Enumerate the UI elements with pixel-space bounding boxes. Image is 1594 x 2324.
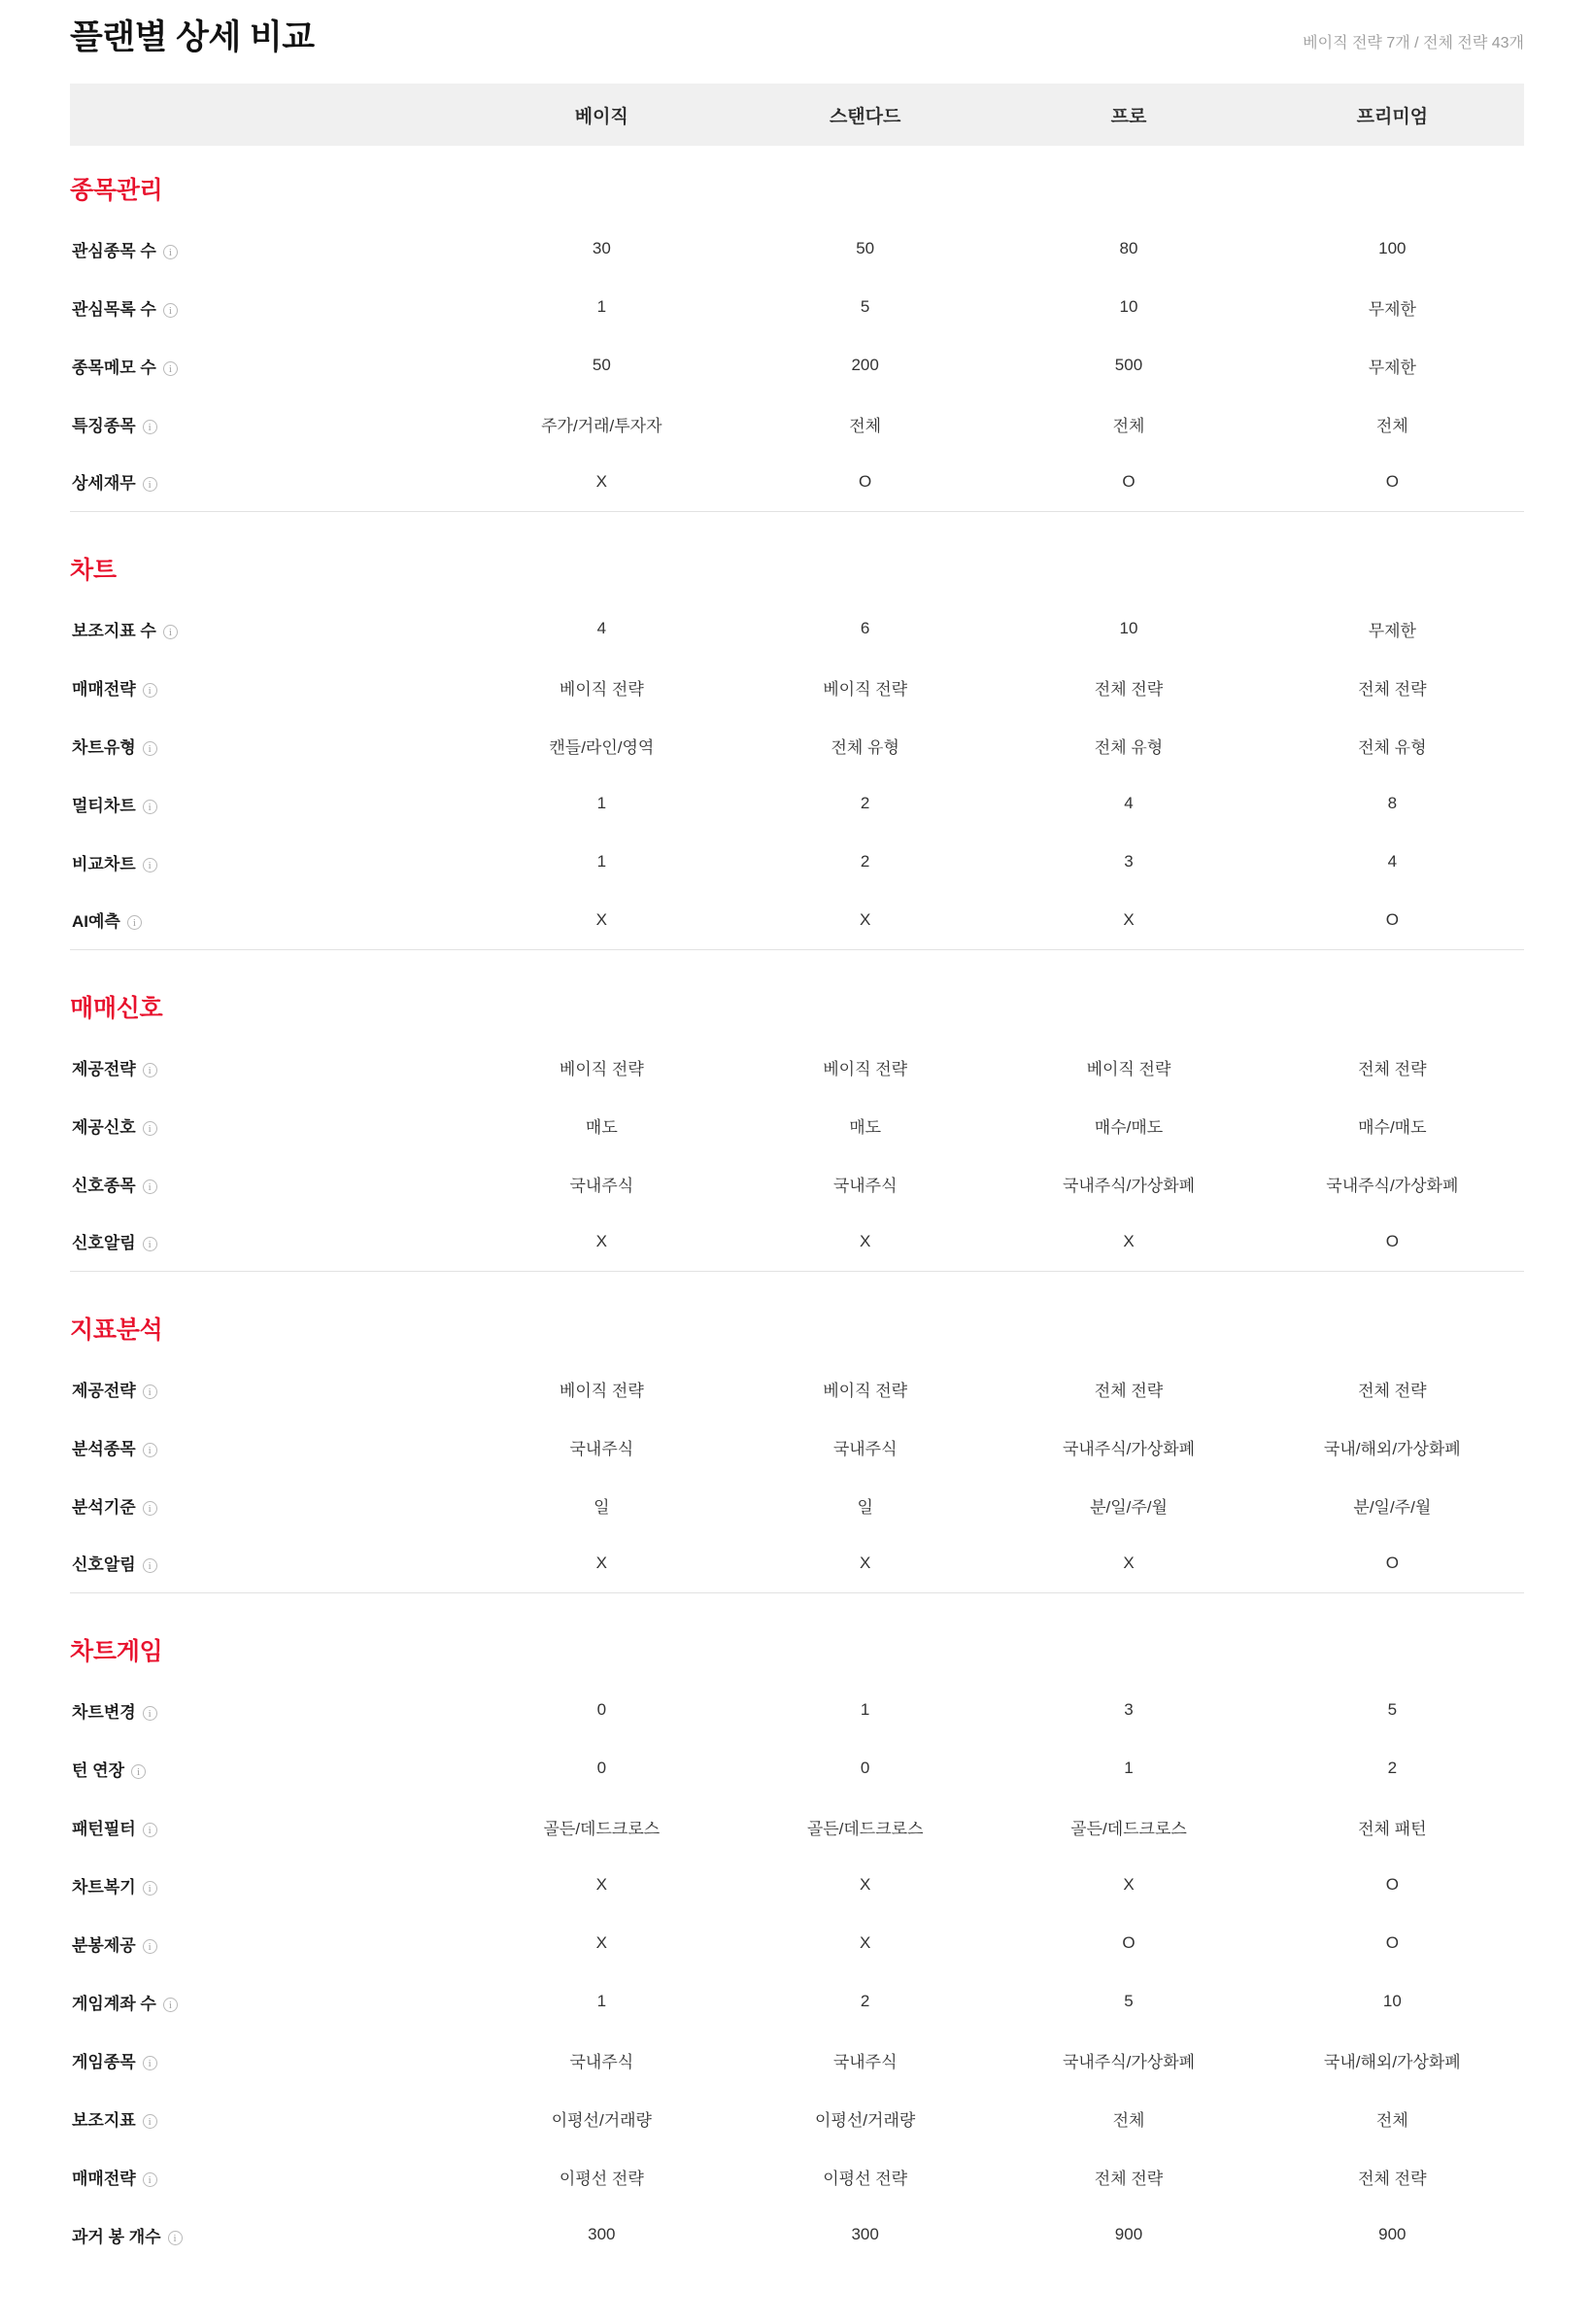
feature-label: 보조지표 수 — [72, 621, 156, 640]
value-cell-pro: 3 — [1124, 1700, 1134, 1719]
section-title-cell — [70, 146, 1524, 220]
table-row — [70, 599, 1524, 658]
feature-label: 매매전략 — [72, 2169, 136, 2188]
feature-label-cell — [70, 1096, 470, 1154]
value-cell-pro: 전체 유형 — [1094, 737, 1164, 757]
value-cell-standard: 국내주식 — [832, 1439, 898, 1458]
table-header — [70, 84, 1524, 146]
value-cell-basic: 베이직 전략 — [559, 679, 644, 699]
value-cell-standard: O — [859, 471, 872, 491]
section-title: 차트 — [70, 557, 117, 584]
table-row — [70, 1856, 1524, 1914]
value-cell-standard: X — [859, 1231, 871, 1250]
value-cell-standard: 5 — [860, 297, 870, 316]
value-cell-premium: O — [1385, 1933, 1399, 1952]
value-cell-pro: O — [1122, 1933, 1136, 1952]
feature-label-cell — [70, 336, 470, 394]
column-header-feature — [70, 84, 470, 146]
table-row — [70, 1534, 1524, 1592]
feature-label-cell — [70, 716, 470, 774]
table-row — [70, 2031, 1524, 2089]
value-cell-standard: 0 — [860, 1759, 870, 1777]
value-cell-pro: 전체 전략 — [1094, 2169, 1164, 2188]
value-cell-pro: X — [1123, 1231, 1135, 1250]
value-cell-premium: 전체 — [1375, 416, 1408, 435]
page-header — [70, 0, 1524, 84]
column-header-standard: 스탠다드 — [733, 84, 997, 146]
value-cell-pro: X — [1123, 909, 1135, 929]
section-header-row — [70, 512, 1524, 599]
value-cell-standard: 1 — [860, 1700, 870, 1719]
info-icon[interactable]: i — [143, 1121, 157, 1136]
table-row — [70, 1359, 1524, 1418]
value-cell-basic: 국내주식 — [569, 1439, 634, 1458]
value-cell-premium: O — [1385, 1553, 1399, 1572]
value-cell-pro: 10 — [1119, 297, 1138, 316]
feature-label-cell — [70, 2147, 470, 2205]
value-cell-premium: 전체 전략 — [1358, 1381, 1427, 1400]
value-cell-standard: 6 — [860, 619, 870, 637]
info-icon[interactable]: i — [143, 1706, 157, 1721]
value-cell-basic: 1 — [596, 297, 607, 316]
info-icon[interactable]: i — [143, 1939, 157, 1954]
value-cell-standard: 전체 — [849, 416, 882, 435]
value-cell-premium: 무제한 — [1368, 358, 1416, 377]
value-cell-basic: 베이직 전략 — [559, 1059, 644, 1078]
feature-label: AI예측 — [72, 912, 120, 932]
feature-label-cell — [70, 2031, 470, 2089]
info-icon[interactable]: i — [131, 1764, 146, 1779]
value-cell-standard: 50 — [856, 239, 875, 257]
value-cell-premium: 무제한 — [1368, 299, 1416, 319]
feature-label: 매매전략 — [72, 679, 136, 699]
section-title-cell — [70, 1272, 1524, 1359]
feature-label: 관심종목 수 — [72, 241, 156, 260]
value-cell-standard: 베이직 전략 — [823, 1381, 908, 1400]
value-cell-premium: 100 — [1378, 239, 1407, 257]
section-header-row — [70, 1593, 1524, 1681]
table-row — [70, 774, 1524, 833]
value-cell-standard: 2 — [860, 794, 870, 812]
feature-label: 상세재무 — [72, 474, 136, 494]
value-cell-standard: 국내주식 — [832, 1176, 898, 1195]
info-icon[interactable]: i — [163, 625, 178, 639]
feature-label-cell — [70, 1914, 470, 1972]
feature-label-cell — [70, 774, 470, 833]
value-cell-pro: X — [1123, 1553, 1135, 1572]
feature-label-cell — [70, 278, 470, 336]
section-header-row — [70, 1272, 1524, 1359]
feature-label-cell — [70, 1856, 470, 1914]
table-row — [70, 2089, 1524, 2147]
value-cell-standard: 베이직 전략 — [823, 1059, 908, 1078]
info-icon[interactable]: i — [143, 800, 157, 814]
table-body — [70, 146, 1524, 2264]
value-cell-standard: 이평선/거래량 — [815, 2110, 916, 2130]
plan-comparison-table — [70, 84, 1524, 2264]
info-icon[interactable]: i — [143, 2172, 157, 2187]
value-cell-pro: 5 — [1124, 1992, 1134, 2010]
section-header-row — [70, 950, 1524, 1038]
feature-label-cell — [70, 2089, 470, 2147]
table-row — [70, 336, 1524, 394]
column-header-basic: 베이직 — [470, 84, 733, 146]
table-row — [70, 1681, 1524, 1739]
feature-label-cell — [70, 1418, 470, 1476]
section-title-cell — [70, 1593, 1524, 1681]
value-cell-basic: 국내주식 — [569, 1176, 634, 1195]
column-header-pro: 프로 — [997, 84, 1260, 146]
info-icon[interactable]: i — [163, 1998, 178, 2012]
feature-label: 패턴필터 — [72, 1819, 136, 1838]
feature-label: 신호종목 — [72, 1176, 136, 1195]
value-cell-standard: X — [859, 1933, 871, 1952]
value-cell-standard: 2 — [860, 1992, 870, 2010]
section-header-row — [70, 146, 1524, 220]
value-cell-pro: 3 — [1124, 852, 1134, 871]
info-icon[interactable]: i — [143, 1237, 157, 1251]
table-row — [70, 1739, 1524, 1797]
value-cell-basic: X — [595, 471, 607, 491]
table-row — [70, 394, 1524, 453]
value-cell-standard: 2 — [860, 852, 870, 871]
value-cell-pro: 10 — [1119, 619, 1138, 637]
value-cell-premium: 900 — [1378, 2225, 1407, 2243]
feature-label-cell — [70, 1534, 470, 1592]
value-cell-standard: 일 — [857, 1497, 873, 1517]
value-cell-basic: 30 — [592, 239, 611, 257]
table-header-row — [70, 84, 1524, 146]
value-cell-premium: 전체 패턴 — [1358, 1819, 1427, 1838]
value-cell-standard: 매도 — [849, 1117, 882, 1137]
strategy-count-meta: 베이직 전략 7개 / 전체 전략 43개 — [1303, 35, 1524, 51]
info-icon[interactable]: i — [143, 2056, 157, 2070]
value-cell-pro: 4 — [1124, 794, 1134, 812]
feature-label: 차트유형 — [72, 737, 136, 757]
section-title: 매매신호 — [70, 995, 163, 1022]
feature-label: 차트복기 — [72, 1877, 136, 1897]
value-cell-basic: 300 — [588, 2225, 616, 2243]
value-cell-pro: 베이직 전략 — [1086, 1059, 1171, 1078]
feature-label-cell — [70, 833, 470, 891]
value-cell-pro: 매수/매도 — [1094, 1117, 1164, 1137]
value-cell-premium: 2 — [1387, 1759, 1398, 1777]
value-cell-premium: 전체 전략 — [1358, 1059, 1427, 1078]
value-cell-premium: O — [1385, 1875, 1399, 1894]
table-row — [70, 833, 1524, 891]
value-cell-basic: 캔들/라인/영역 — [549, 737, 655, 757]
value-cell-pro: 900 — [1114, 2225, 1143, 2243]
value-cell-pro: 골든/데드크로스 — [1070, 1819, 1187, 1838]
table-row — [70, 2147, 1524, 2205]
info-icon[interactable]: i — [127, 915, 142, 930]
value-cell-basic: 일 — [594, 1497, 610, 1517]
feature-label: 게임종목 — [72, 2052, 136, 2071]
table-row — [70, 716, 1524, 774]
feature-label-cell — [70, 1797, 470, 1856]
feature-label-cell — [70, 2205, 470, 2264]
info-icon[interactable]: i — [163, 245, 178, 259]
value-cell-pro: X — [1123, 1875, 1135, 1894]
feature-label: 분봉제공 — [72, 1935, 136, 1955]
feature-label-cell — [70, 1972, 470, 2031]
feature-label: 턴 연장 — [72, 1760, 124, 1780]
feature-label-cell — [70, 453, 470, 511]
feature-label: 종목메모 수 — [72, 358, 156, 377]
value-cell-basic: 0 — [596, 1759, 607, 1777]
info-icon[interactable]: i — [143, 683, 157, 698]
feature-label-cell — [70, 394, 470, 453]
value-cell-pro: 80 — [1119, 239, 1138, 257]
feature-label-cell — [70, 1038, 470, 1096]
value-cell-pro: 국내주식/가상화폐 — [1062, 1176, 1196, 1195]
value-cell-basic: X — [595, 1875, 607, 1894]
feature-label-cell — [70, 1359, 470, 1418]
value-cell-pro: 전체 전략 — [1094, 1381, 1164, 1400]
info-icon[interactable]: i — [143, 741, 157, 756]
table-row — [70, 1476, 1524, 1534]
value-cell-basic: X — [595, 909, 607, 929]
feature-label-cell — [70, 658, 470, 716]
value-cell-basic: 1 — [596, 852, 607, 871]
feature-label-cell — [70, 891, 470, 949]
value-cell-pro: O — [1122, 471, 1136, 491]
value-cell-pro: 분/일/주/월 — [1090, 1497, 1168, 1517]
info-icon[interactable]: i — [143, 1823, 157, 1837]
info-icon[interactable]: i — [143, 2114, 157, 2129]
value-cell-premium: O — [1385, 1231, 1399, 1250]
feature-label: 제공전략 — [72, 1381, 136, 1400]
feature-label-cell — [70, 1681, 470, 1739]
table-row — [70, 1418, 1524, 1476]
value-cell-standard: 골든/데드크로스 — [806, 1819, 924, 1838]
value-cell-pro: 국내주식/가상화폐 — [1062, 2052, 1196, 2071]
table-row — [70, 1972, 1524, 2031]
value-cell-standard: 200 — [851, 356, 879, 374]
section-title-cell — [70, 950, 1524, 1038]
value-cell-standard: X — [859, 909, 871, 929]
feature-label: 관심목록 수 — [72, 299, 156, 319]
info-icon[interactable]: i — [163, 303, 178, 318]
info-icon[interactable]: i — [143, 1501, 157, 1516]
value-cell-standard: 국내주식 — [832, 2052, 898, 2071]
value-cell-premium: 분/일/주/월 — [1353, 1497, 1432, 1517]
value-cell-pro: 국내주식/가상화폐 — [1062, 1439, 1196, 1458]
value-cell-pro: 전체 — [1112, 416, 1145, 435]
info-icon[interactable]: i — [143, 1558, 157, 1573]
value-cell-pro: 1 — [1124, 1759, 1134, 1777]
value-cell-basic: 골든/데드크로스 — [543, 1819, 661, 1838]
table-row — [70, 2205, 1524, 2264]
info-icon[interactable]: i — [143, 477, 157, 492]
info-icon[interactable]: i — [168, 2231, 183, 2245]
feature-label-cell — [70, 1154, 470, 1213]
value-cell-basic: X — [595, 1553, 607, 1572]
value-cell-premium: 5 — [1387, 1700, 1398, 1719]
feature-label: 멀티차트 — [72, 796, 136, 815]
value-cell-basic: 이평선/거래량 — [551, 2110, 652, 2130]
value-cell-basic: 50 — [592, 356, 611, 374]
table-row — [70, 453, 1524, 511]
value-cell-basic: 1 — [596, 794, 607, 812]
value-cell-pro: 전체 전략 — [1094, 679, 1164, 699]
info-icon[interactable]: i — [143, 1179, 157, 1194]
feature-label: 제공전략 — [72, 1059, 136, 1078]
value-cell-standard: 베이직 전략 — [823, 679, 908, 699]
info-icon[interactable]: i — [163, 361, 178, 376]
section-title: 종목관리 — [70, 177, 163, 204]
table-row — [70, 658, 1524, 716]
info-icon[interactable]: i — [143, 420, 157, 434]
table-row — [70, 1096, 1524, 1154]
feature-label: 보조지표 — [72, 2110, 136, 2130]
value-cell-premium: O — [1385, 909, 1399, 929]
feature-label: 신호알림 — [72, 1234, 136, 1253]
value-cell-basic: 4 — [596, 619, 607, 637]
table-row — [70, 1154, 1524, 1213]
value-cell-basic: 이평선 전략 — [559, 2169, 644, 2188]
value-cell-basic: X — [595, 1231, 607, 1250]
info-icon[interactable]: i — [143, 1384, 157, 1399]
table-row — [70, 891, 1524, 949]
feature-label: 분석기준 — [72, 1497, 136, 1517]
value-cell-premium: 국내주식/가상화폐 — [1326, 1176, 1459, 1195]
value-cell-standard: 300 — [851, 2225, 879, 2243]
section-title: 차트게임 — [70, 1638, 163, 1665]
table-row — [70, 1797, 1524, 1856]
feature-label-cell — [70, 1739, 470, 1797]
feature-label: 게임계좌 수 — [72, 1994, 156, 2013]
feature-label-cell — [70, 220, 470, 278]
feature-label: 차트변경 — [72, 1702, 136, 1722]
section-title-cell — [70, 512, 1524, 599]
value-cell-basic: 매도 — [585, 1117, 618, 1137]
info-icon[interactable]: i — [143, 858, 157, 872]
feature-label: 비교차트 — [72, 854, 136, 873]
value-cell-basic: 1 — [596, 1992, 607, 2010]
value-cell-basic: 0 — [596, 1700, 607, 1719]
value-cell-premium: 매수/매도 — [1358, 1117, 1427, 1137]
info-icon[interactable]: i — [143, 1881, 157, 1896]
value-cell-premium: 국내/해외/가상화폐 — [1323, 2052, 1461, 2071]
feature-label: 과거 봉 개수 — [72, 2227, 161, 2246]
value-cell-premium: 전체 전략 — [1358, 679, 1427, 699]
value-cell-standard: 이평선 전략 — [823, 2169, 908, 2188]
info-icon[interactable]: i — [143, 1063, 157, 1077]
value-cell-premium: 국내/해외/가상화폐 — [1323, 1439, 1461, 1458]
value-cell-premium: 8 — [1387, 794, 1398, 812]
value-cell-pro: 전체 — [1112, 2110, 1145, 2130]
value-cell-basic: 국내주식 — [569, 2052, 634, 2071]
value-cell-standard: X — [859, 1553, 871, 1572]
value-cell-premium: 전체 — [1375, 2110, 1408, 2130]
feature-label: 분석종목 — [72, 1439, 136, 1458]
feature-label-cell — [70, 1476, 470, 1534]
value-cell-premium: 무제한 — [1368, 621, 1416, 640]
value-cell-standard: X — [859, 1875, 871, 1894]
value-cell-standard: 전체 유형 — [831, 737, 899, 757]
table-row — [70, 1914, 1524, 1972]
feature-label: 제공신호 — [72, 1117, 136, 1137]
feature-label-cell — [70, 1213, 470, 1271]
page-title: 플랜별 상세 비교 — [70, 18, 315, 56]
value-cell-basic: 베이직 전략 — [559, 1381, 644, 1400]
value-cell-premium: 전체 전략 — [1358, 2169, 1427, 2188]
column-header-premium: 프리미엄 — [1261, 84, 1524, 146]
table-row — [70, 278, 1524, 336]
section-title: 지표분석 — [70, 1316, 163, 1344]
feature-label: 특징종목 — [72, 416, 136, 435]
value-cell-premium: 10 — [1382, 1992, 1402, 2010]
value-cell-basic: 주가/거래/투자자 — [541, 416, 662, 435]
info-icon[interactable]: i — [143, 1443, 157, 1457]
table-row — [70, 220, 1524, 278]
value-cell-premium: O — [1385, 471, 1399, 491]
feature-label: 신호알림 — [72, 1555, 136, 1575]
value-cell-premium: 4 — [1387, 852, 1398, 871]
value-cell-basic: X — [595, 1933, 607, 1952]
table-row — [70, 1038, 1524, 1096]
table-row — [70, 1213, 1524, 1271]
value-cell-premium: 전체 유형 — [1358, 737, 1427, 757]
feature-label-cell — [70, 599, 470, 658]
value-cell-pro: 500 — [1114, 356, 1143, 374]
